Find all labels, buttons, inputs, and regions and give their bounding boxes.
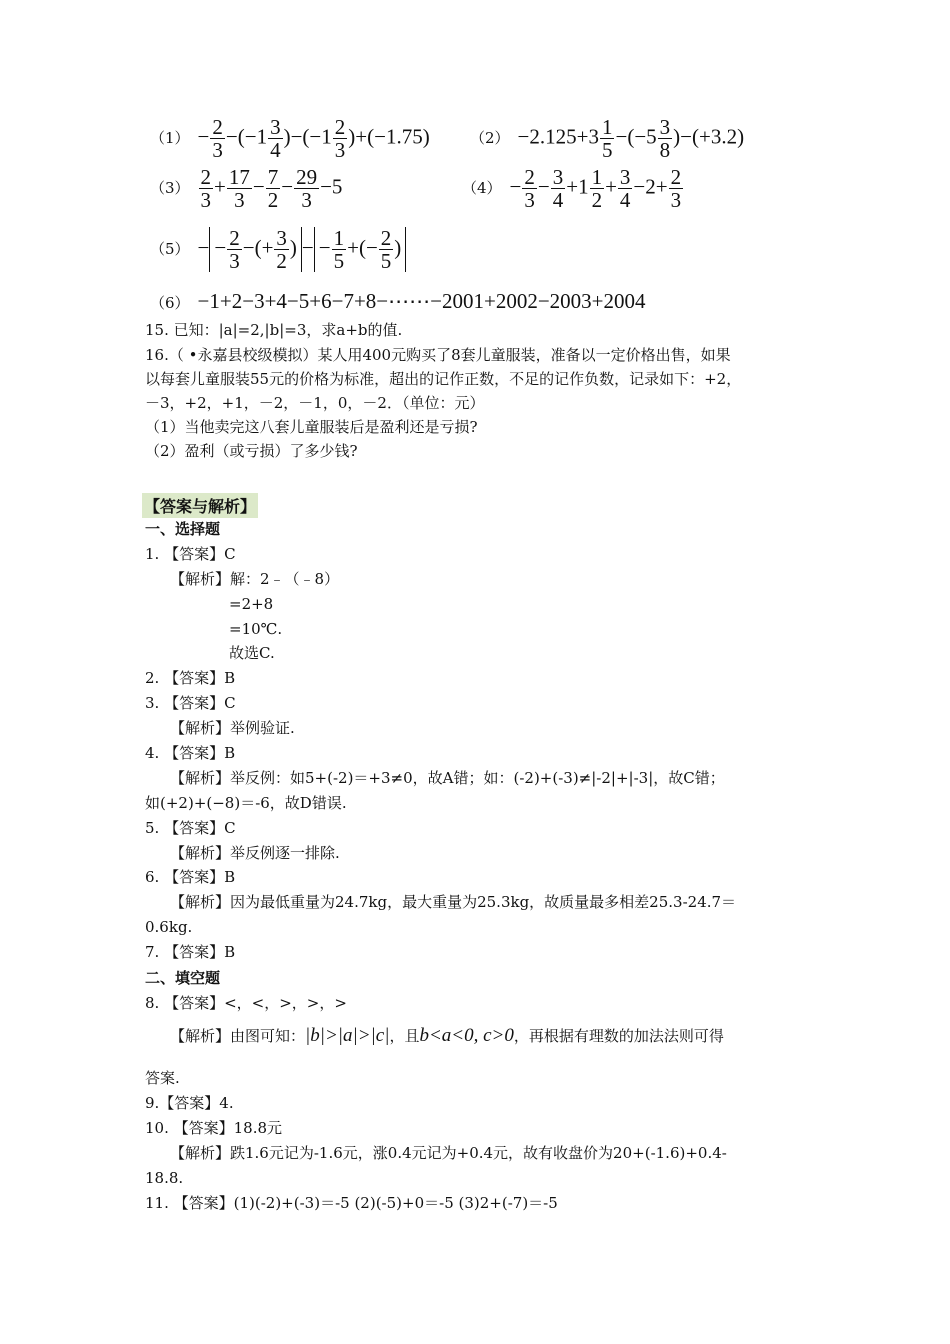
fraction: $\frac{3}{4}$ <box>270 115 281 162</box>
question-16-line-2: 以每套儿童服装55元的价格为标准，超出的记作正数，不足的记作负数，记录如下：+2， <box>145 370 742 388</box>
answer-1-explanation-4: 故选C. <box>229 644 275 662</box>
answer-1-explanation-1: 【解析】解：2﹣（﹣8） <box>170 570 340 588</box>
question-16-line-3: －3，+2，+1，－2，－1，0，－2．（单位：元） <box>145 394 485 412</box>
answer-1-explanation-3: =10℃. <box>229 620 283 638</box>
problem-1: （1） − $\frac{2}{3}$ −(−1 $\frac{3}{4}$ )−(−1 $\frac{2}{3}$ )+(−1.75) <box>150 115 430 162</box>
answer-3: 3. 【答案】C <box>145 694 236 712</box>
fraction: $\frac{1}{2}$ <box>591 165 603 212</box>
answer-8-explanation-2: 答案. <box>145 1069 180 1087</box>
section-heading-choice: 一、选择题 <box>145 520 221 538</box>
fraction: $\frac{1}{5}$ <box>601 115 613 162</box>
fraction: $\frac{2}{3}$ <box>670 165 682 212</box>
problem-2: （2） −2.125+3 $\frac{1}{5}$ −(−5 $\frac{3}{8}$ )−(+3.2) <box>470 115 745 162</box>
fraction: $\frac{2}{3}$ <box>200 165 212 212</box>
inequality-2: b<a<0, c>0 <box>419 1025 514 1046</box>
question-16-line-1: 16.（ •永嘉县校级模拟）某人用400元购买了8套儿童服装，准备以一定价格出售，如果 <box>145 346 731 364</box>
answer-9: 9.【答案】4. <box>145 1094 234 1112</box>
answer-4: 4. 【答案】B <box>145 744 236 762</box>
answer-5: 5. 【答案】C <box>145 819 236 837</box>
section-heading-fill: 二、填空题 <box>145 969 221 987</box>
problem-4: （4） − $\frac{2}{3}$ − $\frac{3}{4}$ +1 $\frac{1}{2}$ + $\frac{3}{4}$ −2+ $\frac{2}{3}$ <box>462 165 682 212</box>
fraction: $\frac{1}{5}$ <box>333 226 345 273</box>
problem-6: （6） −1+2−3+4−5+6−7+8−⋯⋯−2001+2002−2003+2004 <box>150 289 646 313</box>
answer-1: 1. 【答案】C <box>145 545 236 563</box>
answer-10-explanation-2: 18.8. <box>145 1169 184 1187</box>
answer-8: 8. 【答案】<，<，>，>，> <box>145 994 347 1012</box>
question-16-line-5: （2）盈利（或亏损）了多少钱? <box>145 442 358 460</box>
fraction: $\frac{2}{5}$ <box>380 226 392 273</box>
answer-1-explanation-2: =2+8 <box>229 595 274 613</box>
problem-3: （3） $\frac{2}{3}$ + $\frac{17}{3}$ − $\frac{7}{2}$ − $\frac{29}{3}$ −5 <box>150 165 343 212</box>
fraction: $\frac{3}{2}$ <box>276 226 287 273</box>
answer-11: 11. 【答案】(1)(-2)+(-3)＝-5 (2)(-5)+0＝-5 (3)2+(-7)＝-5 <box>145 1194 558 1212</box>
answer-4-explanation-2: 如(+2)+(−8)＝-6，故D错误. <box>145 794 347 812</box>
inequality-1: |b|>|a|>|c| <box>305 1025 390 1046</box>
fraction: $\frac{3}{8}$ <box>659 115 671 162</box>
question-16-line-4: （1）当他卖完这八套儿童服装后是盈利还是亏损? <box>145 418 478 436</box>
answer-5-explanation: 【解析】举反例逐一排除. <box>170 844 340 862</box>
answers-section-title: 【答案与解析】 <box>142 493 258 518</box>
absolute-value: − $\frac{2}{3}$ −(+ $\frac{3}{2}$ ) <box>209 227 302 272</box>
answer-2: 2. 【答案】B <box>145 669 236 687</box>
fraction: $\frac{2}{3}$ <box>229 226 240 273</box>
answer-6-explanation-2: 0.6kg. <box>145 918 193 936</box>
answer-6-explanation-1: 【解析】因为最低重量为24.7kg，最大重量为25.3kg，故质量最多相差25.3-24.7＝ <box>170 893 737 911</box>
fraction: $\frac{17}{3}$ <box>228 165 250 212</box>
fraction: $\frac{29}{3}$ <box>296 165 318 212</box>
problem-5: （5） − − $\frac{2}{3}$ −(+ $\frac{3}{2}$ ) − − $\frac{1}{5}$ +(− $\frac{2}{5}$ ) <box>150 227 406 272</box>
fraction: $\frac{2}{3}$ <box>212 115 223 162</box>
fraction: $\frac{7}{2}$ <box>267 165 279 212</box>
fraction: $\frac{3}{4}$ <box>552 165 564 212</box>
question-15: 15. 已知：|a|=2,|b|=3，求a+b的值. <box>145 321 403 339</box>
answer-3-explanation: 【解析】举例验证. <box>170 719 295 737</box>
fraction: $\frac{2}{3}$ <box>524 165 535 212</box>
answer-6: 6. 【答案】B <box>145 868 236 886</box>
answer-7: 7. 【答案】B <box>145 943 236 961</box>
answer-10-explanation-1: 【解析】跌1.6元记为-1.6元，涨0.4元记为+0.4元，故有收盘价为20+(-1.6)+0.4- <box>170 1144 727 1162</box>
absolute-value: − $\frac{1}{5}$ +(− $\frac{2}{5}$ ) <box>314 227 407 272</box>
answer-8-explanation-1: 【解析】由图可知：|b|>|a|>|c|，且b<a<0, c>0，再根据有理数的加法法则可得 <box>170 1025 724 1046</box>
fraction: $\frac{2}{3}$ <box>334 115 346 162</box>
answer-4-explanation-1: 【解析】举反例：如5+(-2)＝+3≠0，故A错；如：(-2)+(-3)≠|-2|+|-3|，故C错； <box>170 769 725 787</box>
fraction: $\frac{3}{4}$ <box>619 165 631 212</box>
answer-10: 10. 【答案】18.8元 <box>145 1119 283 1137</box>
